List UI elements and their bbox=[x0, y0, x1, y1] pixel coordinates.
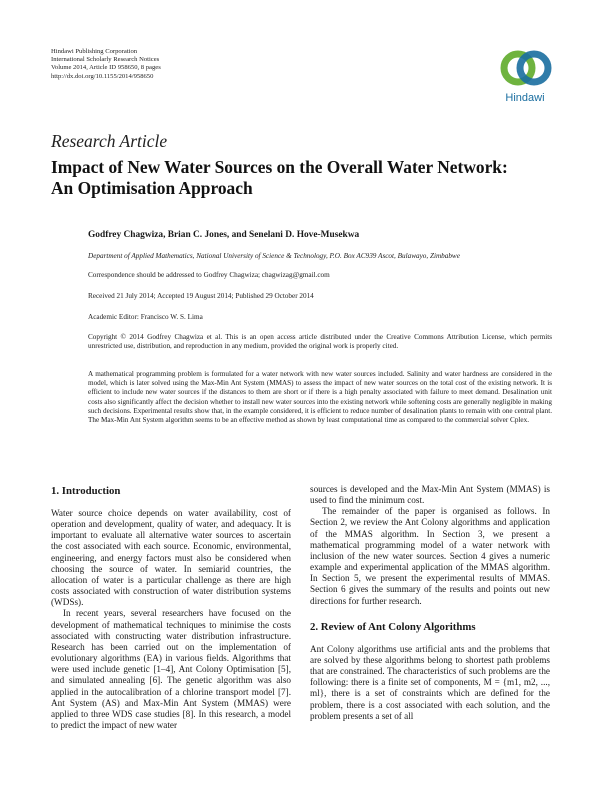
section-heading-introduction: 1. Introduction bbox=[51, 485, 121, 497]
title-line-1: Impact of New Water Sources on the Overall Water Network: bbox=[51, 157, 508, 177]
affiliation: Department of Applied Mathematics, National University of Science & Technology, P.O. Box AC939 Ascot, Bulawayo, Zimbabwe bbox=[88, 252, 460, 260]
abstract: A mathematical programming problem is formulated for a water network with new water sources included. Salinity and water hardness are considered in the model, which is later solved using the Max-Min Ant System (MMAS) to assess the impact of new water sources on the total cost of the existing network. It is efficient to include new water sources if the distances to them are short or if there is a high penalty associated with failure to meet demand. Desalination unit costs also significantly affect the decision whether to install new water sources into the existing network while softening costs are generally negligible in making such decisions. Experimental results show that, in the example considered, it is efficient to reduce number of desalination plants to remain with one central plant. The Max-Min Ant System algorithm seems to be an effective method as shown by least computational time as compared to the commercial solver Cplex. bbox=[88, 370, 552, 425]
academic-editor: Academic Editor: Francisco W. S. Lima bbox=[88, 313, 203, 321]
review-paragraph: Ant Colony algorithms use artificial ants and the problems that are solved by these algorithms belong to shortest path problems that are constrained. The characteristics of such problems are the following: there is a finite set of components, M = {m1, m2, ..., ml}, there is a set of constraints which are defined for the problem, there is a cost associated with each solution, and the problem presents a set of all bbox=[310, 643, 550, 721]
intro-paragraph-1: Water source choice depends on water availability, cost of operation and development, quality of water, and adequacy. It is important to evaluate all alternative water sources to ascertain the cost associated with each source. Economic, environmental, engineering, and energy factors must also be considered when choosing the source of water. In semiarid countries, the allocation of water is a particular challenge as there are high costs associated with construction of water distribution systems (WDSs). bbox=[51, 508, 291, 608]
copyright-notice: Copyright © 2014 Godfrey Chagwiza et al. This is an open access article distributed under the Creative Commons Attribution License, which permits unrestricted use, distribution, and reproduction in any medium, provided the original work is properly cited. bbox=[88, 333, 552, 351]
author-list: Godfrey Chagwiza, Brian C. Jones, and Senelani D. Hove-Musekwa bbox=[88, 230, 360, 240]
publisher-line: Hindawi Publishing Corporation bbox=[51, 48, 138, 55]
section-heading-review: 2. Review of Ant Colony Algorithms bbox=[310, 620, 476, 633]
journal-line: International Scholarly Research Notices bbox=[51, 56, 160, 64]
journal-header bbox=[51, 48, 161, 81]
doi-link[interactable]: http://dx.doi.org/10.1155/2014/958650 bbox=[51, 72, 154, 80]
publication-dates: Received 21 July 2014; Accepted 19 August 2014; Published 29 October 2014 bbox=[88, 292, 314, 300]
hindawi-wordmark: Hindawi bbox=[505, 92, 545, 104]
paper-outline-paragraph: The remainder of the paper is organised as follows. In Section 2, we review the Ant Colony algorithms and application of the MMAS algorithm. In Section 3, we present a mathematical programming model of a water network with inclusion of the new water sources. Section 4 gives a numeric example and experimental application of the MMAS algorithm. In Section 5, we present the experimental results of MMAS. Section 6 gives the summary of the results and points out new directions for further research. bbox=[310, 506, 550, 606]
correspondence: Correspondence should be addressed to Godfrey Chagwiza; chagwizag@gmail.com bbox=[88, 271, 330, 279]
title-line-2: An Optimisation Approach bbox=[51, 178, 253, 198]
intro-continuation: sources is developed and the Max-Min Ant System (MMAS) is used to find the minimum cost. bbox=[310, 484, 550, 506]
paper-title bbox=[51, 157, 551, 199]
left-column bbox=[51, 484, 291, 731]
right-column bbox=[310, 484, 550, 722]
volume-line: Volume 2014, Article ID 958650, 8 pages bbox=[51, 64, 161, 72]
intro-paragraph-2: In recent years, several researchers have focused on the development of mathematical techniques to minimise the costs associated with constructing water distribution infrastructure. Research has been carried out on the implementation of evolutionary algorithms (EA) in various fields. Algorithms that were used include genetic [1–4], Ant Colony Optimisation [5], and simulated annealing [6]. The genetic algorithm was also applied in the autocalibration of a chlorine transport model [7]. Ant System (AS) and Max-Min Ant System (MMAS) were applied to three WDS case studies [8]. In this research, a model to predict the impact of new water bbox=[51, 608, 291, 730]
article-type: Research Article bbox=[51, 131, 168, 151]
